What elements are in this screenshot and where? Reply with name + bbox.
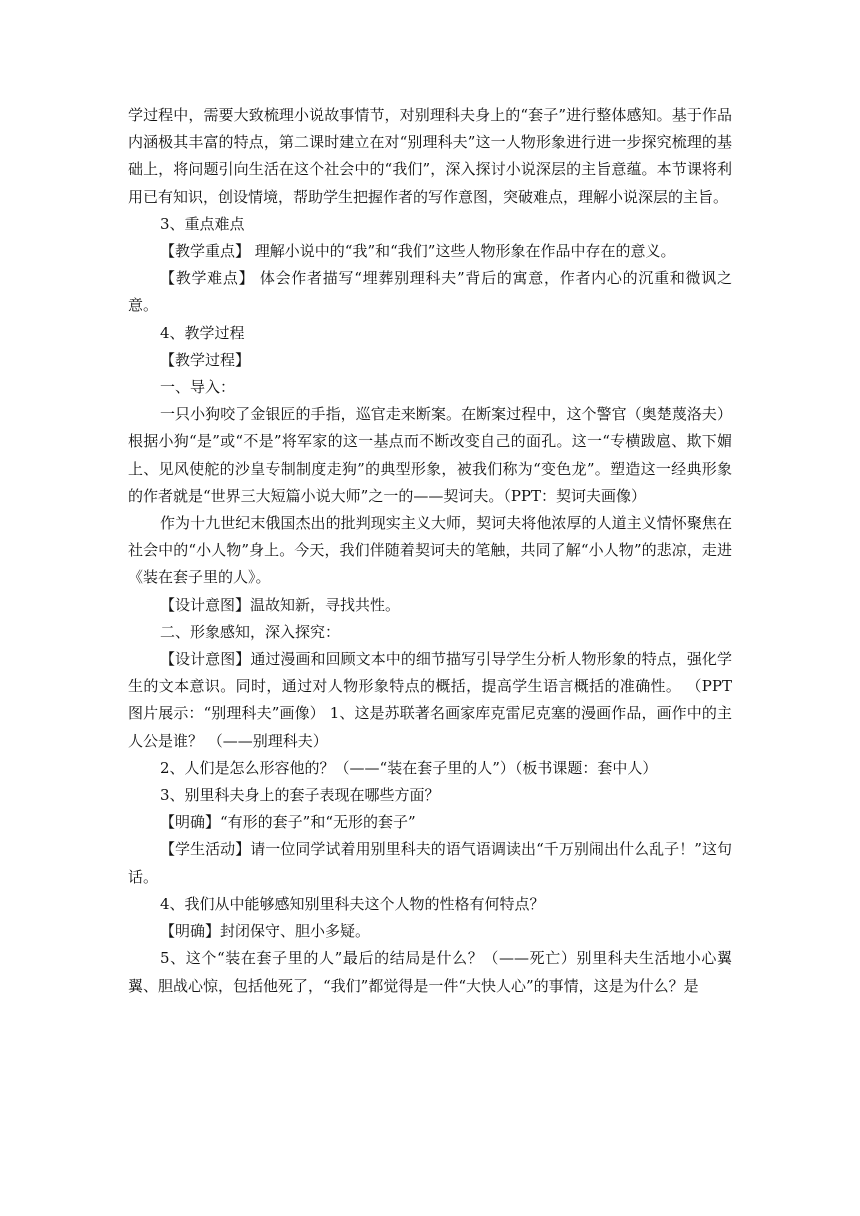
question-2: 2、人们是怎么形容他的？（——“装在套子里的人”）（板书课题：套中人） bbox=[160, 758, 658, 777]
answer-4: 【明确】封闭保守、胆小多疑。 bbox=[160, 922, 371, 941]
question-4: 4、我们从中能够感知别里科夫这个人物的性格有何特点？ bbox=[160, 894, 545, 913]
paragraph-intro-continued: 学过程中，需要大致梳理小说故事情节，对别理科夫身上的“套子”进行整体感知。基于作品内涵极其丰富的特点，第二课时建立在对“别理科夫”这一人物形象进行进一步探究梳理的基础上，将问题引向生活在这个社会中的“我们”，深入探讨小说深层的主旨意蕴。本节课将利用已有知识，创设情境，帮助学生把握作者的写作意图，突破难点，理解小说深层的主旨。 bbox=[128, 106, 732, 206]
document-body bbox=[128, 102, 732, 1000]
section-heading-teaching-process: 4、教学过程 bbox=[160, 323, 245, 342]
paragraph-design-intent-1: 【设计意图】温故知新，寻找共性。 bbox=[160, 595, 401, 614]
paragraph-chameleon-story: 一只小狗咬了金银匠的手指，巡官走来断案。在断案过程中，这个警官（奥楚蔑洛夫）根据小狗“是”或“不是”将军家的这一基点而不断改变自己的面孔。这一“专横跋扈、欺下媚上、见风使舵的沙皇专制制度走狗”的典型形象，被我们称为“变色龙”。塑造这一经典形象的作者就是“世界三大短篇小说大师”之一的——契诃夫。（PPT：契诃夫画像） bbox=[128, 405, 732, 505]
paragraph-design-intent-2: 【设计意图】通过漫画和回顾文本中的细节描写引导学生分析人物形象的特点，强化学生的文本意识。同时，通过对人物形象特点的概括，提高学生语言概括的准确性。 （PPT图片展示：“别理科夫”画像） 1、这是苏联著名画家库克雷尼克塞的漫画作品，画作中的主人公是谁？ （——别理科夫） bbox=[128, 650, 732, 750]
question-5: 5、这个“装在套子里的人”最后的结局是什么？（——死亡）别里科夫生活地小心翼翼、胆战心惊，包括他死了，“我们”都觉得是一件“大快人心”的事情，这是为什么？是 bbox=[128, 949, 732, 995]
subheading-image-perception: 二、形象感知，深入探究： bbox=[160, 622, 341, 641]
label-teaching-process: 【教学过程】 bbox=[160, 350, 251, 369]
paragraph-teaching-focus: 【教学重点】 理解小说中的“我”和“我们”这些人物形象在作品中存在的意义。 bbox=[160, 242, 676, 261]
paragraph-teaching-difficulty: 【教学难点】 体会作者描写“埋葬别理科夫”背后的寓意，作者内心的沉重和微讽之意。 bbox=[128, 269, 732, 315]
question-3: 3、别里科夫身上的套子表现在哪些方面？ bbox=[160, 786, 440, 805]
subheading-introduction: 一、导入： bbox=[160, 378, 236, 397]
paragraph-chekhov-background: 作为十九世纪末俄国杰出的批判现实主义大师，契诃夫将他浓厚的人道主义情怀聚焦在社会中的“小人物”身上。今天，我们伴随着契诃夫的笔触，共同了解“小人物”的悲凉，走进《装在套子里的人》。 bbox=[128, 514, 732, 587]
section-heading-key-points: 3、重点难点 bbox=[160, 214, 245, 233]
answer-3: 【明确】“有形的套子”和“无形的套子” bbox=[160, 813, 416, 832]
student-activity: 【学生活动】请一位同学试着用别里科夫的语气语调读出“千万别闹出什么乱子！”这句话。 bbox=[128, 840, 732, 886]
